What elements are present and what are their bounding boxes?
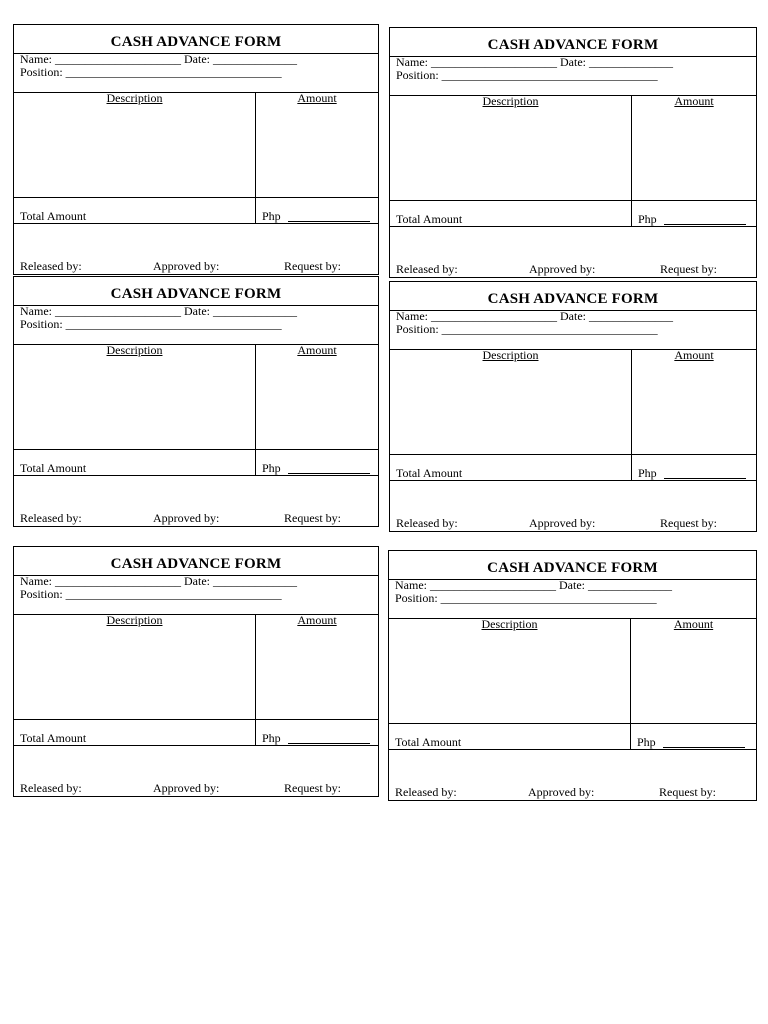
request-by-label: Request by: — [284, 511, 341, 525]
php-label: Php — [262, 731, 281, 745]
php-label: Php — [637, 735, 656, 749]
name-date-field[interactable]: Name: _____________________ Date: ______________ — [20, 304, 297, 318]
column-divider — [255, 344, 256, 476]
form-title: CASH ADVANCE FORM — [110, 556, 282, 572]
name-date-field[interactable]: Name: _____________________ Date: ______________ — [396, 309, 673, 323]
cash-advance-form — [13, 276, 379, 527]
total-amount-label: Total Amount — [20, 209, 87, 223]
description-header: Description — [482, 94, 539, 108]
divider — [390, 226, 756, 227]
divider — [14, 197, 378, 198]
released-by-label: Released by: — [396, 262, 458, 276]
total-amount-label: Total Amount — [396, 212, 463, 226]
divider — [390, 454, 756, 455]
released-by-label: Released by: — [20, 781, 82, 795]
column-divider — [255, 614, 256, 746]
column-divider — [630, 618, 631, 750]
php-label: Php — [262, 461, 281, 475]
php-label: Php — [638, 466, 657, 480]
divider — [14, 223, 378, 224]
position-field[interactable]: Position: ____________________________________ — [396, 322, 658, 336]
divider — [14, 745, 378, 746]
php-amount-field[interactable] — [288, 221, 370, 222]
amount-header: Amount — [673, 617, 714, 631]
position-field[interactable]: Position: ____________________________________ — [20, 587, 282, 601]
form-title: CASH ADVANCE FORM — [487, 291, 659, 307]
description-header: Description — [106, 91, 163, 105]
cash-advance-form — [388, 550, 757, 801]
php-label: Php — [638, 212, 657, 226]
position-field[interactable]: Position: ____________________________________ — [395, 591, 657, 605]
amount-header: Amount — [674, 348, 714, 362]
amount-header: Amount — [297, 91, 337, 105]
name-date-field[interactable]: Name: _____________________ Date: ______________ — [20, 52, 297, 66]
php-amount-field[interactable] — [288, 743, 370, 744]
request-by-label: Request by: — [660, 262, 717, 276]
name-date-field[interactable]: Name: _____________________ Date: ______________ — [396, 55, 673, 69]
php-label: Php — [262, 209, 281, 223]
request-by-label: Request by: — [660, 516, 717, 530]
column-divider — [255, 92, 256, 224]
divider — [389, 749, 756, 750]
position-field[interactable]: Position: ____________________________________ — [20, 65, 282, 79]
cash-advance-form — [389, 281, 757, 532]
form-title: CASH ADVANCE FORM — [110, 286, 282, 302]
total-amount-label: Total Amount — [20, 731, 87, 745]
released-by-label: Released by: — [20, 259, 82, 273]
released-by-label: Released by: — [20, 511, 82, 525]
total-amount-label: Total Amount — [396, 466, 463, 480]
cash-advance-form — [13, 546, 379, 797]
column-divider — [631, 95, 632, 227]
form-title: CASH ADVANCE FORM — [487, 37, 659, 53]
column-divider — [631, 349, 632, 481]
released-by-label: Released by: — [396, 516, 458, 530]
php-amount-field[interactable] — [664, 224, 746, 225]
amount-header: Amount — [297, 343, 337, 357]
released-by-label: Released by: — [395, 785, 457, 799]
cash-advance-form — [389, 27, 757, 278]
approved-by-label: Approved by: — [153, 259, 220, 273]
position-field[interactable]: Position: ____________________________________ — [396, 68, 658, 82]
amount-header: Amount — [297, 613, 337, 627]
approved-by-label: Approved by: — [528, 785, 595, 799]
php-amount-field[interactable] — [663, 747, 745, 748]
description-header: Description — [106, 613, 163, 627]
request-by-label: Request by: — [284, 781, 341, 795]
divider — [390, 200, 756, 201]
approved-by-label: Approved by: — [529, 516, 596, 530]
position-field[interactable]: Position: ____________________________________ — [20, 317, 282, 331]
divider — [14, 719, 378, 720]
approved-by-label: Approved by: — [529, 262, 596, 276]
form-title: CASH ADVANCE FORM — [110, 34, 282, 50]
approved-by-label: Approved by: — [153, 781, 220, 795]
description-header: Description — [106, 343, 163, 357]
description-header: Description — [481, 617, 538, 631]
php-amount-field[interactable] — [288, 473, 370, 474]
divider — [14, 449, 378, 450]
divider — [14, 475, 378, 476]
divider — [389, 723, 756, 724]
approved-by-label: Approved by: — [153, 511, 220, 525]
total-amount-label: Total Amount — [20, 461, 87, 475]
request-by-label: Request by: — [659, 785, 716, 799]
name-date-field[interactable]: Name: _____________________ Date: ______________ — [20, 574, 297, 588]
cash-advance-form — [13, 24, 379, 275]
form-title: CASH ADVANCE FORM — [487, 560, 658, 576]
amount-header: Amount — [674, 94, 714, 108]
description-header: Description — [482, 348, 539, 362]
divider — [390, 480, 756, 481]
php-amount-field[interactable] — [664, 478, 746, 479]
name-date-field[interactable]: Name: _____________________ Date: ______________ — [395, 578, 672, 592]
total-amount-label: Total Amount — [395, 735, 462, 749]
request-by-label: Request by: — [284, 259, 341, 273]
